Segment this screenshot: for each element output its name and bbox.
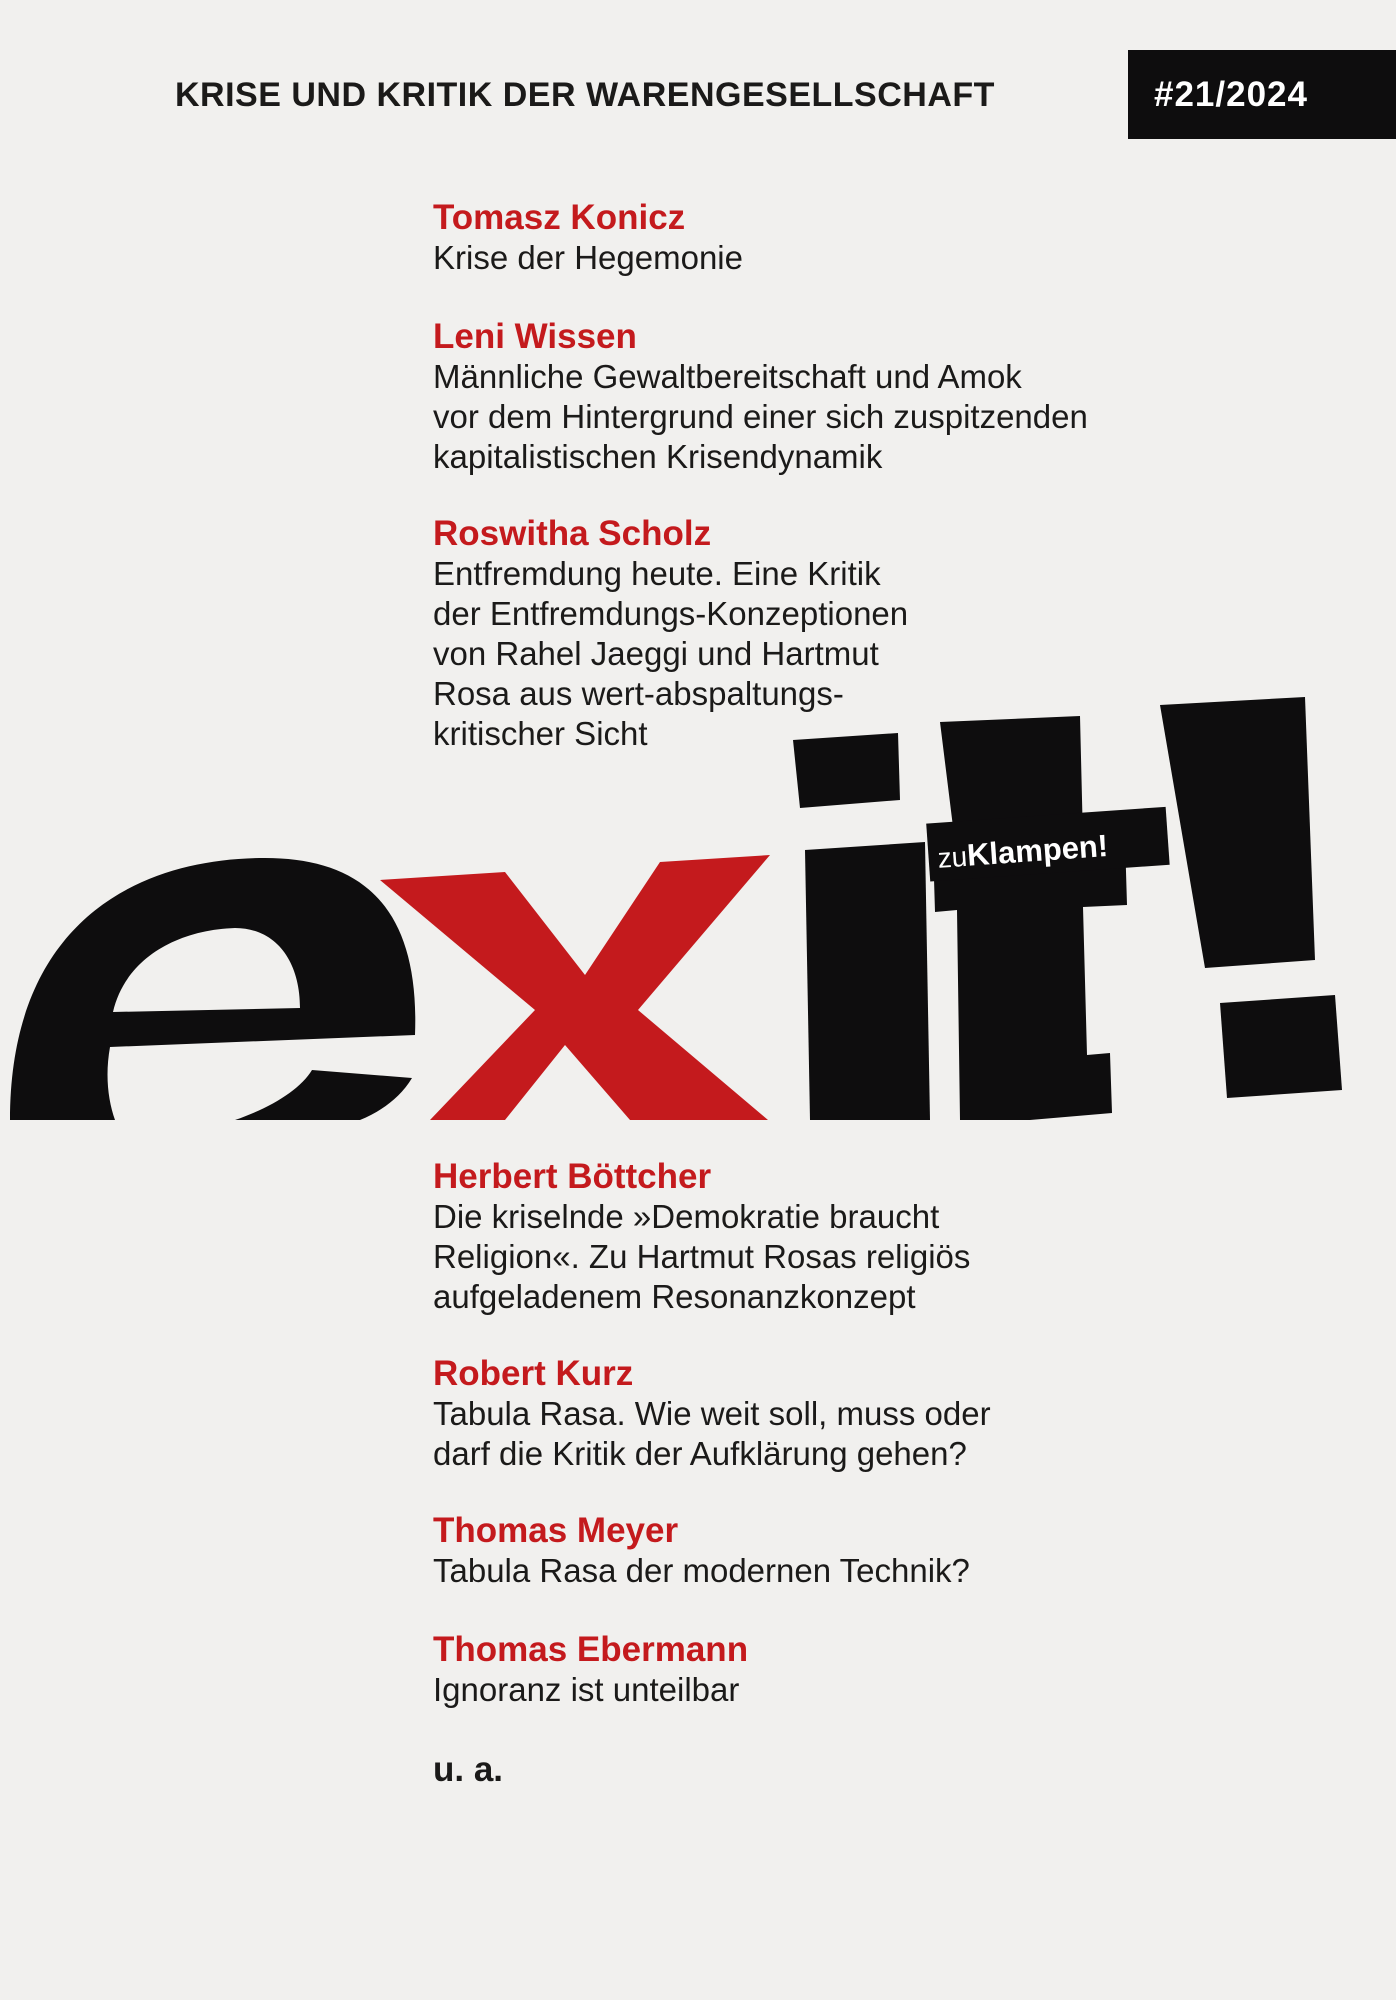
article-title: Tabula Rasa der modernen Technik? <box>433 1552 970 1589</box>
logo-letter-e <box>10 858 415 1120</box>
article-entry <box>433 1354 1253 1474</box>
logo-letter-exclamation-dot <box>1220 995 1342 1098</box>
logo-letter-t <box>933 716 1127 1120</box>
logo-letter-exclamation-bar <box>1160 697 1315 968</box>
article-author: Leni Wissen <box>433 317 637 356</box>
publisher-name: Klampen! <box>965 827 1110 873</box>
article-author: Herbert Böttcher <box>433 1157 712 1196</box>
issue-number: #21/2024 <box>1154 74 1308 114</box>
article-title: Ignoranz ist unteilbar <box>433 1671 740 1708</box>
exit-logo <box>0 680 1396 1140</box>
article-entry <box>433 1157 1253 1317</box>
article-title: Entfremdung heute. Eine Kritik der Entfremdungs-Konzeptionen von Rahel Jaeggi und Hartmut Rosa aus wert-abspaltungs- kritischer Sicht <box>433 555 909 752</box>
article-author: Robert Kurz <box>433 1354 634 1393</box>
logo-letter-x <box>380 855 770 1120</box>
article-title: Männliche Gewaltbereitschaft und Amok vor dem Hintergrund einer sich zuspitzenden kapitalistischen Krisendynamik <box>433 358 1088 475</box>
more-contributors-note: u. a. <box>433 1750 504 1789</box>
article-entry <box>433 1630 1253 1710</box>
article-title: Krise der Hegemonie <box>433 239 743 276</box>
article-author: Roswitha Scholz <box>433 514 712 553</box>
article-author: Thomas Meyer <box>433 1511 679 1550</box>
logo-letter-i-dot <box>793 733 900 808</box>
article-entry <box>433 1511 1253 1591</box>
article-entry <box>433 198 1253 278</box>
article-title: Tabula Rasa. Wie weit soll, muss oder darf die Kritik der Aufklärung gehen? <box>433 1395 991 1472</box>
issue-number-badge <box>1128 50 1396 139</box>
article-title: Die kriselnde »Demokratie braucht Religion«. Zu Hartmut Rosas religiös aufgeladenem Resonanzkonzept <box>433 1198 971 1315</box>
logo-letter-i-stem <box>805 842 930 1120</box>
publisher-prefix: zu <box>936 840 969 874</box>
article-entry <box>433 317 1253 477</box>
series-title: KRISE UND KRITIK DER WARENGESELLSCHAFT <box>175 76 995 114</box>
article-author: Tomasz Konicz <box>433 198 686 237</box>
article-author: Thomas Ebermann <box>433 1630 749 1669</box>
